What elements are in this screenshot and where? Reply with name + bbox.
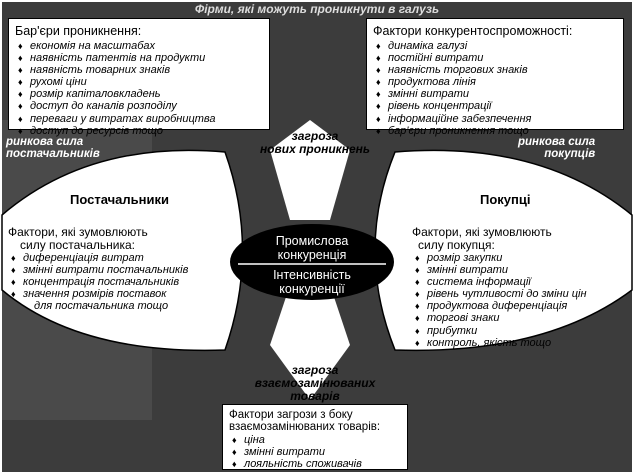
buyer-force-label <box>518 136 595 160</box>
list-item: ♦ наявність патентів на продукти <box>15 52 263 64</box>
list-item: ♦ концентрація постачальників <box>8 276 188 288</box>
list-item: ♦ розмір капіталовкладень <box>15 88 263 100</box>
list-item: ♦ доступ до ресурсів тощо <box>15 125 263 137</box>
substitutes-title1: Фактори загрози з боку <box>229 409 353 421</box>
buyers-factors <box>412 226 587 349</box>
center-top-text <box>232 234 392 262</box>
suppliers-intro1: Фактори, які зумовлюють <box>8 225 148 239</box>
list-item: ♦ прибутки <box>412 325 587 337</box>
list-item: ♦ бар'єри проникнення тощо <box>373 125 617 137</box>
center-line2: конкуренція <box>277 248 347 262</box>
threat-sub-line3: товарів <box>290 389 340 403</box>
buyers-title: Покупці <box>480 192 531 207</box>
threat-sub-line1: загроза <box>291 363 339 377</box>
list-item: ♦ доступ до каналів розподілу <box>15 100 263 112</box>
list-item: ♦ змінні витрати <box>412 264 587 276</box>
list-item: ♦ значення розмірів поставок <box>8 288 188 300</box>
list-item: ♦ динаміка галузі <box>373 40 617 52</box>
buyer-force-line1: ринкова сила <box>518 136 596 148</box>
center-line3: Інтенсивність <box>273 268 351 282</box>
list-item: ♦ наявність торгових знаків <box>373 64 617 76</box>
suppliers-title: Постачальники <box>70 192 169 207</box>
supplier-force-line1: ринкова сила <box>6 136 84 148</box>
threat-new-line1: загроза <box>291 129 339 143</box>
buyers-intro1: Фактори, які зумовлюють <box>412 225 552 239</box>
supplier-force-label <box>6 136 100 160</box>
supplier-force-line2: постачальників <box>6 148 100 160</box>
buyers-list <box>412 252 587 349</box>
list-item: ♦ переваги у витратах виробництва <box>15 113 263 125</box>
threat-sub-line2: взаємозамінюваних <box>254 376 376 390</box>
top-banner: Фірми, які можуть проникнути в галузь <box>194 2 440 16</box>
suppliers-intro2: силу постачальника: <box>20 238 136 252</box>
list-item: ♦ розмір закупки <box>412 252 587 264</box>
list-item: ♦ рівень концентрації <box>373 100 617 112</box>
substitutes-title2: взаємозамінюваних товарів: <box>229 421 381 433</box>
list-item: ♦ рівень чутливості до зміни цін <box>412 288 587 300</box>
list-item: ♦ диференціація витрат <box>8 252 188 264</box>
buyers-intro2: силу покупця: <box>418 238 495 252</box>
threat-new-line2: нових проникнень <box>259 142 371 156</box>
buyer-force-line2: покупців <box>544 148 596 160</box>
list-item: ♦ змінні витрати <box>373 88 617 100</box>
list-item: ♦ наявність товарних знаків <box>15 64 263 76</box>
list-item-continued: для постачальника тощо <box>34 300 169 313</box>
list-item: ♦ інформаційне забезпечення <box>373 113 617 125</box>
center-line1: Промислова <box>275 234 349 248</box>
list-item: ♦ контроль, якість тощо <box>412 337 587 349</box>
barriers-list <box>15 40 263 137</box>
center-line4: конкуренції <box>279 282 345 296</box>
barriers-title: Бар'єри проникнення: <box>15 24 142 38</box>
barriers-box <box>8 18 270 137</box>
list-item: ♦ система інформації <box>412 276 587 288</box>
suppliers-factors <box>8 226 188 312</box>
list-item: ♦ продуктова диференціація <box>412 300 587 312</box>
substitutes-box <box>222 404 408 470</box>
suppliers-list <box>8 252 188 312</box>
competitiveness-box <box>366 18 624 137</box>
competitiveness-title: Фактори конкурентоспроможності: <box>373 24 573 38</box>
threat-substitutes <box>230 364 400 403</box>
threat-new-entrants <box>245 130 385 156</box>
center-bottom-text <box>232 268 392 296</box>
list-item: ♦ ціна <box>229 434 401 446</box>
list-item: ♦ економія на масштабах <box>15 40 263 52</box>
list-item: ♦ продуктова лінія <box>373 76 617 88</box>
list-item: ♦ рухомі ціни <box>15 76 263 88</box>
competitiveness-list <box>373 40 617 137</box>
list-item: ♦ торгові знаки <box>412 312 587 324</box>
list-item: ♦ постійні витрати <box>373 52 617 64</box>
list-item: ♦ змінні витрати <box>229 446 401 458</box>
list-item: ♦ змінні витрати постачальників <box>8 264 188 276</box>
list-item: ♦ лояльність споживачів <box>229 458 401 470</box>
substitutes-list <box>229 434 401 470</box>
